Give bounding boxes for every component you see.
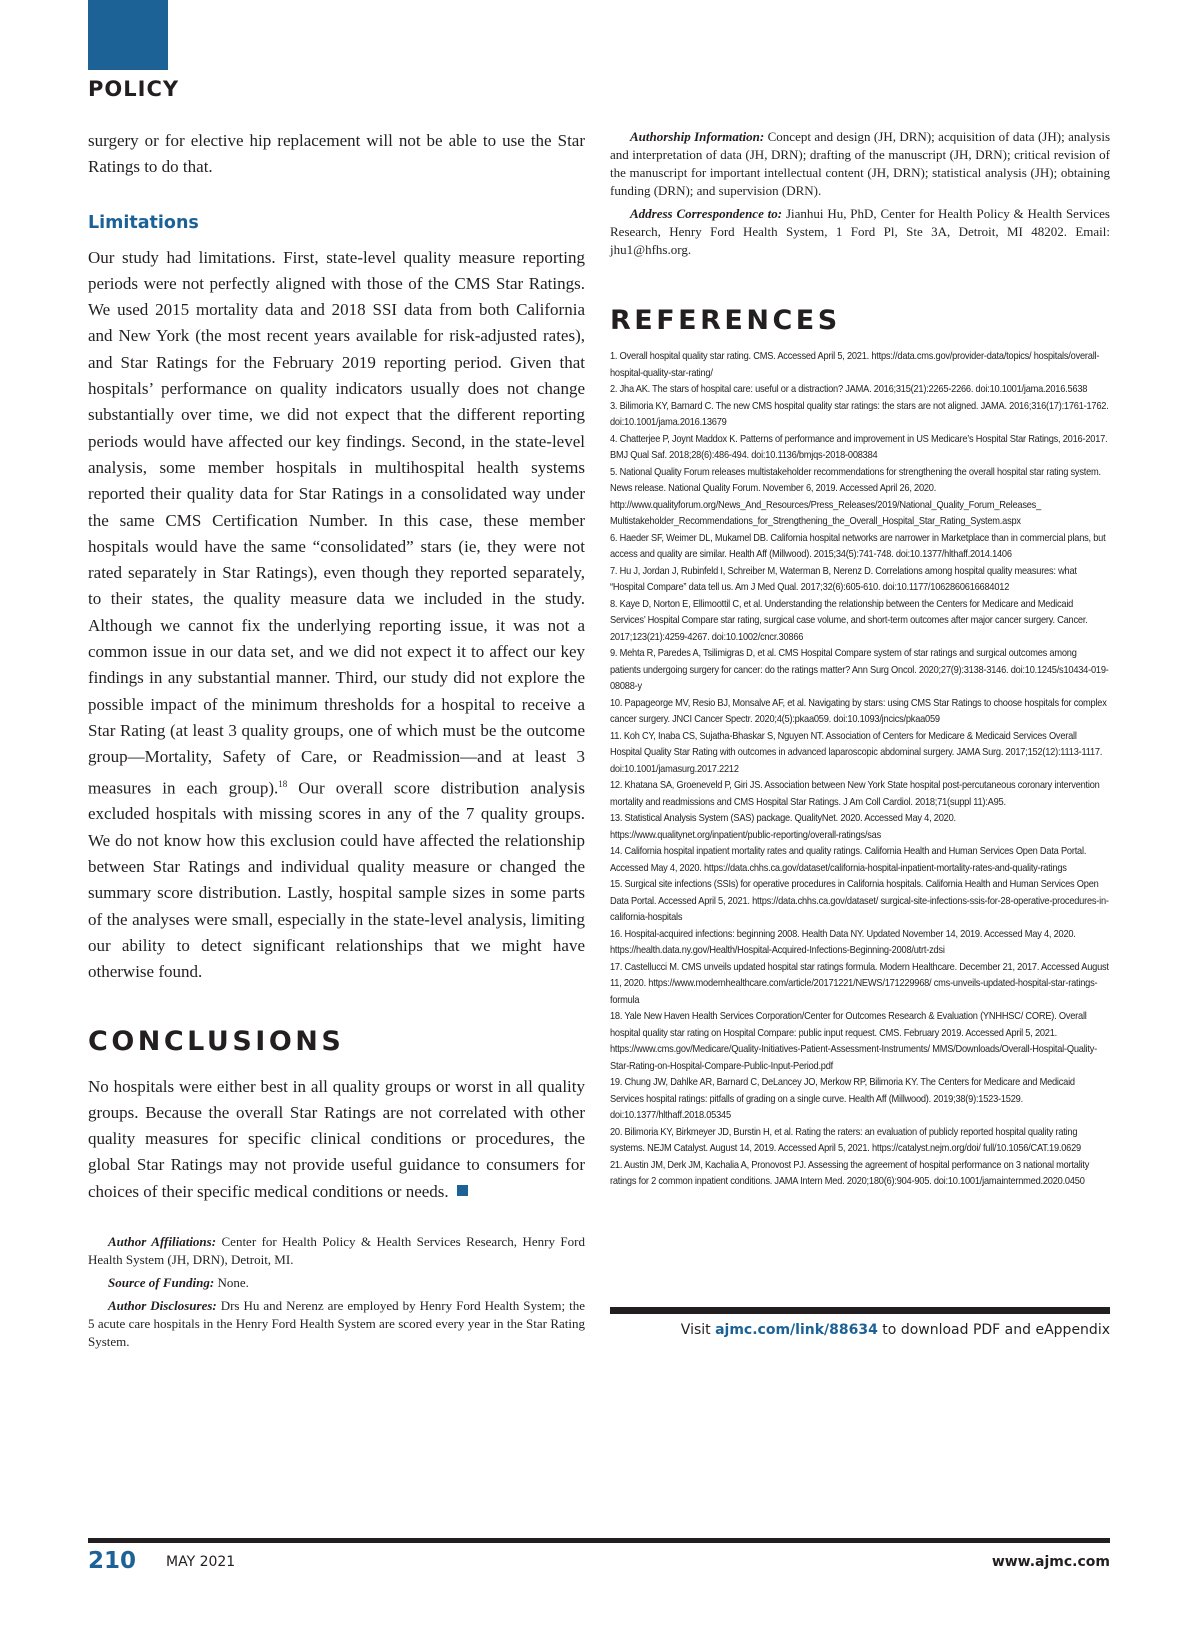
- conclusions-heading: CONCLUSIONS: [88, 1025, 345, 1057]
- reference-item: 14. California hospital inpatient mortality rates and quality ratings. California Health and Human Services Open Data Portal. Accessed May 4, 2020. https://data.chhs.ca.gov/dataset/california-hospital-inpatient-mortality-rates-and-quality-ratings: [610, 846, 1087, 874]
- reference-item: 12. Khatana SA, Groeneveld P, Giri JS. Association between New York State hospital post-percutaneous coronary intervention mortality and readmissions and CMS Hospital Star Ratings. J Am Coll Cardiol. 2018;71(suppl 11):A95.: [610, 780, 1100, 808]
- disclosures-label: Author Disclosures:: [108, 1298, 217, 1314]
- reference-item: 10. Papageorge MV, Resio BJ, Monsalve AF, et al. Navigating by stars: using CMS Star Ratings to choose hospitals for complex cancer surgery. JNCI Cancer Spectr. 2020;4(5):pkaa059. doi:10.1093/jncics/pkaa059: [610, 697, 1107, 725]
- authorship-information: [610, 128, 1110, 200]
- limitations-text-b: Our overall score distribution analysis excluded hospitals with missing scores in any of the 7 quality groups. We do not know how this exclusion could have affected the relationship between Star Ratings and individual quality measure or changed the summary score distribution. Lastly, hospital sample sizes in some parts of the analyses were small, especially in the state-level analysis, limiting our ability to detect significant relationships that we might have otherwise found.: [88, 778, 586, 982]
- page-number: 210: [88, 1548, 137, 1574]
- reference-item: 21. Austin JM, Derk JM, Kachalia A, Pronovost PJ. Assessing the agreement of hospital performance on 3 national mortality ratings for 2 common inpatient conditions. JAMA Intern Med. 2020;180(6):904-905. doi:10.1001/jamainternmed.2020.0450: [610, 1159, 1090, 1187]
- authorship-text: Concept and design (JH, DRN); acquisition of data (JH); analysis and interpretation of data (JH, DRN); drafting of the manuscript (JH, DRN); critical revision of the manuscript for important intellectual content (JH, DRN); statistical analysis (JH); obtaining funding (DRN); and supervision (DRN).: [610, 129, 1110, 198]
- disclosures-text: Drs Hu and Nerenz are employed by Henry Ford Health System; the 5 acute care hospitals in the Henry Ford Health System are scored every year in the Star Rating System.: [88, 1298, 586, 1350]
- reference-item: 20. Bilimoria KY, Birkmeyer JD, Burstin H, et al. Rating the raters: an evaluation of publicly reported hospital quality rating systems. NEJM Catalyst. August 14, 2019. Accessed April 5, 2021. https://catalyst.nejm.org/doi/ full/10.1056/CAT.19.0629: [610, 1126, 1081, 1154]
- conclusions-paragraph: [88, 1074, 585, 1205]
- source-of-funding: [88, 1274, 585, 1292]
- conclusions-text: No hospitals were either best in all quality groups or worst in all quality groups. Because the overall Star Ratings are not correlated with other quality measures for specific clinical conditions or procedures, the global Star Ratings may not provide useful guidance to consumers for choices of their specific medical conditions or needs.: [88, 1076, 585, 1201]
- correspondence-text: Jianhui Hu, PhD, Center for Health Policy & Health Services Research, Henry Ford Health System, 1 Ford Pl, Ste 3A, Detroit, MI 48202. Email: jhu1@hfhs.org.: [610, 206, 1110, 257]
- issue-date: MAY 2021: [166, 1554, 236, 1570]
- affiliations-label: Author Affiliations:: [108, 1234, 217, 1250]
- citation-superscript: 18: [278, 778, 288, 789]
- reference-item: 1. Overall hospital quality star rating. CMS. Accessed April 5, 2021. https://data.cms.gov/provider-data/topics/ hospitals/overall-hospital-quality-star-rating/: [610, 351, 1100, 379]
- intro-paragraph: surgery or for elective hip replacement will not be able to use the Star Ratings to do that.: [88, 131, 585, 177]
- reference-item: 5. National Quality Forum releases multistakeholder recommendations for strengthening the overall hospital star rating system. News release. National Quality Forum. November 6, 2019. Accessed April 26, 2020. http://www.qualityforum.org/News_And_Resources/Press_Releases/2019/National_Quality_Forum_Releases_ Multistakeholder_Recommendations_for_Strengthening_the_Overall_Hospital_Star_Rating_System.aspx: [610, 466, 1101, 527]
- visit-prefix: Visit: [680, 1322, 716, 1338]
- reference-item: 11. Koh CY, Inaba CS, Sujatha-Bhaskar S, Nguyen NT. Association of Centers for Medicare & Medicaid Services Overall Hospital Quality Star Rating with outcomes in advanced laparoscopic abdominal surgery. JAMA Surg. 2017;152(12):1113-1117. doi:10.1001/jamasurg.2017.2212: [610, 730, 1103, 775]
- left-column: [88, 128, 585, 1356]
- funding-text: None.: [214, 1275, 249, 1291]
- reference-item: 18. Yale New Haven Health Services Corporation/Center for Outcomes Research & Evaluation (YNHHSC/ CORE). Overall hospital quality star rating on Hospital Compare: public input request. CMS. February 2019. Accessed April 5, 2021. https://www.cms.gov/Medicare/Quality-Initiatives-Patient-Assessment-Instruments/ MMS/Downloads/Overall-Hospital-Quality-Star-Rating-on-Hospital-Compare-Public-Input-Period.pdf: [610, 1011, 1097, 1072]
- reference-item: 8. Kaye D, Norton E, Ellimoottil C, et al. Understanding the relationship between the Centers for Medicare and Medicaid Services’ Hospital Compare star rating, surgical case volume, and short-term outcomes after major cancer surgery. Cancer. 2017;123(21):4259-4267. doi:10.1002/cncr.30866: [610, 598, 1088, 643]
- website-url[interactable]: www.ajmc.com: [991, 1554, 1110, 1570]
- authorship-label: Authorship Information:: [630, 129, 765, 144]
- limitations-paragraph: [88, 245, 585, 986]
- reference-item: 7. Hu J, Jordan J, Rubinfeld I, Schreiber M, Waterman B, Nerenz D. Correlations among hospital quality measures: what “Hospital Compare” data tell us. Am J Med Qual. 2017;32(6):605-610. doi:10.1177/1062860616684012: [610, 565, 1077, 593]
- correspondence-label: Address Correspondence to:: [630, 206, 783, 221]
- reference-item: 15. Surgical site infections (SSIs) for operative procedures in California hospitals. California Health and Human Services Open Data Portal. Accessed April 5, 2021. https://data.chhs.ca.gov/dataset/ surgical-site-infections-ssis-for-28-operative-procedures-in-california-hospitals: [610, 879, 1109, 923]
- references-list: [610, 349, 1110, 1191]
- references-end-rule: [610, 1307, 1110, 1314]
- section-label: POLICY: [88, 77, 180, 101]
- funding-label: Source of Funding:: [108, 1275, 215, 1291]
- download-notice: [610, 1322, 1110, 1338]
- limitations-heading: Limitations: [88, 212, 199, 233]
- reference-item: 9. Mehta R, Paredes A, Tsilimigras D, et al. CMS Hospital Compare system of star ratings and surgical outcomes among patients undergoing surgery for cancer: do the ratings matter? Ann Surg Oncol. 2020;27(9):3138-3146. doi:10.1245/s10434-019-08088-y: [610, 648, 1109, 692]
- reference-item: 16. Hospital-acquired infections: beginning 2008. Health Data NY. Updated November 14, 2019. Accessed May 4, 2020. https://health.data.ny.gov/Health/Hospital-Acquired-Infections-Beginning-2008/utrt-zdsi: [610, 928, 1076, 956]
- reference-item: 6. Haeder SF, Weimer DL, Mukamel DB. California hospital networks are narrower in Marketplace than in commercial plans, but access and quality are similar. Health Aff (Millwood). 2015;34(5):741-748. doi:10.1377/hlthaff.2014.1406: [610, 532, 1106, 560]
- right-column: [610, 128, 1110, 1191]
- footer-rule: [88, 1538, 1110, 1543]
- reference-item: 17. Castellucci M. CMS unveils updated hospital star ratings formula. Modern Healthcare. December 21, 2017. Accessed August 11, 2020. https://www.modernhealthcare.com/article/20171221/NEWS/171229968/ cms-unveils-updated-hospital-star-ratings-formula: [610, 961, 1109, 1006]
- download-link[interactable]: ajmc.com/link/88634: [715, 1322, 878, 1338]
- section-color-tab: [88, 0, 168, 70]
- reference-item: 19. Chung JW, Dahlke AR, Barnard C, DeLancey JO, Merkow RP, Bilimoria KY. The Centers for Medicare and Medicaid Services hospital ratings: pitfalls of grading on a single curve. Health Aff (Millwood). 2019;38(9):1523-1529. doi:10.1377/hlthaff.2018.05345: [610, 1077, 1075, 1121]
- limitations-text-a: Our study had limitations. First, state-level quality measure reporting periods were not perfectly aligned with those of the CMS Star Ratings. We used 2015 mortality data and 2018 SSI data from both California and New York (the most recent years available for risk-adjusted rates), and Star Ratings for the February 2019 reporting period. Given that hospitals’ performance on quality indicators usually does not change substantially over time, we did not expect that the different reporting periods would have affected our key findings. Second, in the state-level analysis, some member hospitals in multihospital health systems reported their quality data for Star Ratings in a consolidated way under the same CMS Certification Number. In this case, these member hospitals would have the same “consolidated” stars (ie, they were not rated separately in Star Ratings), even though they reported separately, to their states, the quality measure data we included in the study. Although we cannot fix the underlying reporting issue, it was not a common issue in our data set, and we did not expect it to affect our key findings in any substantial manner. Third, our study did not explore the possible impact of the minimum thresholds for a hospital to receive a Star Rating (at least 3 quality groups, one of which must be the outcome group—Mortality, Safety of Care, or Readmission—and at least 3 measures in each group).: [88, 247, 585, 798]
- references-heading: REFERENCES: [610, 305, 841, 336]
- author-affiliations: [88, 1233, 585, 1269]
- author-disclosures: [88, 1297, 585, 1351]
- reference-item: 4. Chatterjee P, Joynt Maddox K. Patterns of performance and improvement in US Medicare’s Hospital Star Ratings, 2016-2017. BMJ Qual Saf. 2018;28(6):486-494. doi:10.1136/bmjqs-2018-008384: [610, 433, 1108, 461]
- reference-item: 13. Statistical Analysis System (SAS) package. QualityNet. 2020. Accessed May 4, 2020. https://www.qualitynet.org/inpatient/public-reporting/overall-ratings/sas: [610, 813, 956, 841]
- reference-item: 3. Bilimoria KY, Barnard C. The new CMS hospital quality star ratings: the stars are not aligned. JAMA. 2016;316(17):1761-1762. doi:10.1001/jama.2016.13679: [610, 400, 1109, 428]
- address-correspondence: [610, 205, 1110, 259]
- visit-suffix: to download PDF and eAppendix: [877, 1322, 1110, 1338]
- affiliations-text: Center for Health Policy & Health Services Research, Henry Ford Health System (JH, DRN), Detroit, MI.: [88, 1234, 585, 1268]
- reference-item: 2. Jha AK. The stars of hospital care: useful or a distraction? JAMA. 2016;315(21):2265-2266. doi:10.1001/jama.2016.5638: [610, 384, 1088, 395]
- end-of-article-mark: [457, 1185, 468, 1196]
